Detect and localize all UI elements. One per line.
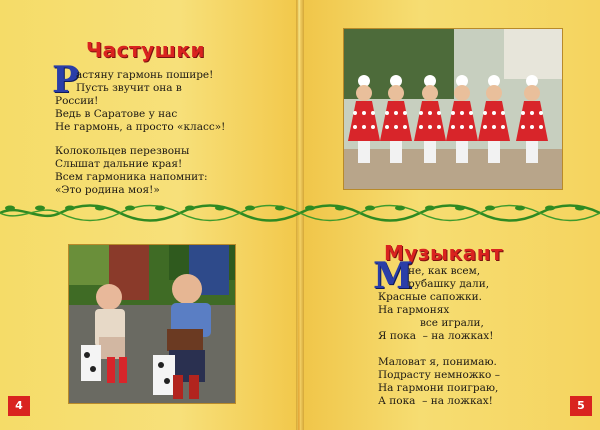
page-number-right: 5 [570, 396, 592, 416]
photo-girls-dancing [343, 28, 563, 190]
poem-line: Всем гармоника напомнит: [55, 171, 208, 183]
vine-leaf [485, 206, 495, 211]
vine-leaf [305, 206, 315, 211]
left-poem-stanza-1-cont [55, 95, 225, 134]
page-number-left: 4 [8, 396, 30, 416]
vine-leaf [335, 206, 345, 211]
vine-leaf [515, 206, 525, 211]
vine-leaf [545, 206, 555, 211]
vine-leaf [95, 206, 105, 211]
poem-line: Ведь в Саратове у нас [55, 108, 178, 120]
right-poem-stanza-1 [408, 265, 489, 291]
vine-leaf [215, 206, 225, 211]
left-poem-stanza-1 [76, 69, 213, 95]
photo-children-with-accordions [68, 244, 236, 404]
poem-line: Я пока – на ложках! [378, 330, 494, 342]
left-page-title: Частушки [86, 38, 205, 62]
right-page-title: Музыкант [384, 241, 504, 265]
poem-line: Подрасту немножко – [378, 369, 500, 381]
vine-leaf [395, 206, 405, 211]
vine-leaf [365, 206, 375, 211]
right-dropcap: М [373, 255, 413, 297]
poem-line: астяну гармонь пошире! [76, 69, 214, 81]
left-dropcap: Р [52, 59, 80, 101]
vine-leaf [185, 206, 195, 211]
left-poem-stanza-2 [55, 145, 208, 197]
vine-leaf [65, 206, 75, 211]
poem-line: не, как всем, [408, 265, 481, 277]
poem-line: Маловат я, понимаю. [378, 356, 497, 368]
vine-leaf [575, 206, 585, 211]
vine-leaf [245, 206, 255, 211]
poem-line: Пусть звучит она в [76, 82, 182, 94]
poem-line: Не гармонь, а просто «класс»! [55, 121, 226, 133]
right-poem-stanza-2 [378, 356, 500, 408]
poem-line: На гармони поиграю, [378, 382, 499, 394]
poem-line: рубашку дали, [408, 278, 490, 290]
decorative-vine-divider [0, 201, 600, 225]
vine-leaf [125, 206, 135, 211]
vine-leaf [155, 206, 165, 211]
vine-leaf [35, 206, 45, 211]
poem-line: России! [55, 95, 99, 107]
vine-leaf [5, 206, 15, 211]
vine-leaf [275, 206, 285, 211]
poem-line: Колокольцев перезвоны [55, 145, 190, 157]
poem-line: «Это родина моя!» [55, 184, 160, 196]
poem-line: Слышат дальние края! [55, 158, 183, 170]
poem-line: А пока – на ложках! [378, 395, 493, 407]
right-poem-stanza-1-cont [378, 291, 493, 343]
poem-line: все играли, [420, 317, 484, 329]
poem-line: На гармонях [378, 304, 450, 316]
vine-leaf [455, 206, 465, 211]
vine-leaf [425, 206, 435, 211]
poem-line: Красные сапожки. [378, 291, 482, 303]
